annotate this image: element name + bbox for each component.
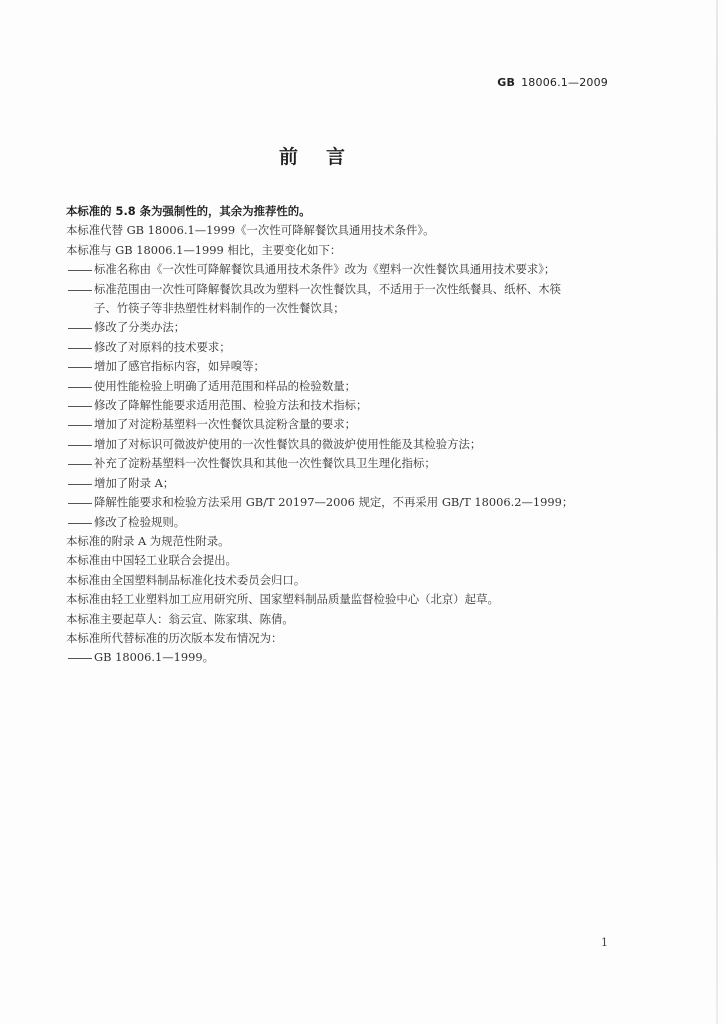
change-item xyxy=(66,435,626,454)
history-item xyxy=(66,648,626,667)
change-item xyxy=(66,396,626,415)
change-item xyxy=(66,493,626,512)
history-item-text: GB 18006.1—1999。 xyxy=(94,650,214,665)
em-dash-marker xyxy=(66,474,94,493)
change-item-continuation: 子、竹筷子等非热塑性材料制作的一次性餐饮具； xyxy=(94,301,345,316)
committee-paragraph: 本标准由全国塑料制品标准化技术委员会归口。 xyxy=(66,572,306,587)
change-item-text: 使用性能检验上明确了适用范围和样品的检验数量； xyxy=(94,378,356,393)
change-item-text: 增加了附录 A； xyxy=(94,475,175,490)
change-item-text: 增加了感官指标内容，如异嗅等； xyxy=(94,359,265,374)
replacement-paragraph: 本标准代替 GB 18006.1—1999《一次性可降解餐饮具通用技术条件》。 xyxy=(66,223,435,238)
em-dash-marker xyxy=(66,338,94,357)
change-item-text: 增加了对淀粉基塑料一次性餐饮具淀粉含量的要求； xyxy=(94,417,356,432)
em-dash-marker xyxy=(66,454,94,473)
em-dash-marker xyxy=(66,415,94,434)
change-item xyxy=(66,377,626,396)
standard-prefix: GB xyxy=(497,76,516,89)
history-intro-paragraph: 本标准所代替标准的历次版本发布情况为： xyxy=(66,630,283,645)
mandatory-clause-paragraph: 本标准的 5.8 条为强制性的，其余为推荐性的。 xyxy=(66,204,311,218)
em-dash-marker xyxy=(66,377,94,396)
standard-code-header xyxy=(497,76,608,89)
standard-number: 18006.1—2009 xyxy=(521,76,608,89)
em-dash-marker xyxy=(66,260,94,279)
change-item xyxy=(66,280,626,299)
proposer-paragraph: 本标准由中国轻工业联合会提出。 xyxy=(66,553,237,568)
change-item-text: 标准名称由《一次性可降解餐饮具通用技术条件》改为《塑料一次性餐饮具通用技术要求》； xyxy=(94,262,556,277)
page-number: 1 xyxy=(601,936,608,949)
change-item xyxy=(66,338,626,357)
page-title: 前言 xyxy=(278,146,373,168)
change-item-text: 修改了分类办法； xyxy=(94,320,186,335)
change-item xyxy=(66,357,626,376)
em-dash-marker xyxy=(66,357,94,376)
annex-note-paragraph: 本标准的附录 A 为规范性附录。 xyxy=(66,533,230,548)
em-dash-marker xyxy=(66,396,94,415)
change-item xyxy=(66,415,626,434)
change-item xyxy=(66,318,626,337)
change-item-text: 修改了对原料的技术要求； xyxy=(94,339,231,354)
change-item xyxy=(66,260,626,279)
em-dash-marker xyxy=(66,648,94,667)
change-item-text: 降解性能要求和检验方法采用 GB/T 20197—2006 规定，不再采用 GB/T 18006.2—1999； xyxy=(94,495,574,510)
scan-edge-shadow xyxy=(716,0,718,1024)
change-item-text: 增加了对标识可微波炉使用的一次性餐饮具的微波炉使用性能及其检验方法； xyxy=(94,436,482,451)
em-dash-marker xyxy=(66,513,94,532)
change-item xyxy=(66,474,626,493)
em-dash-marker xyxy=(66,435,94,454)
em-dash-marker xyxy=(66,280,94,299)
changes-intro-paragraph: 本标准与 GB 18006.1—1999 相比，主要变化如下： xyxy=(66,242,342,257)
change-item-text: 标准范围由一次性可降解餐饮具改为塑料一次性餐饮具，不适用于一次性纸餐具、纸杯、木筷 xyxy=(94,281,562,296)
drafters-paragraph: 本标准主要起草人：翁云宣、陈家琪、陈倩。 xyxy=(66,611,294,626)
drafting-org-paragraph: 本标准由轻工业塑料加工应用研究所、国家塑料制品质量监督检验中心（北京）起草。 xyxy=(66,592,499,607)
em-dash-marker xyxy=(66,318,94,337)
change-item xyxy=(66,513,626,532)
change-item-text: 修改了检验规则。 xyxy=(94,514,186,529)
change-item-text: 补充了淀粉基塑料一次性餐饮具和其他一次性餐饮具卫生理化指标； xyxy=(94,456,436,471)
change-item-text: 修改了降解性能要求适用范围、检验方法和技术指标； xyxy=(94,398,368,413)
foreword-body xyxy=(66,202,626,668)
em-dash-marker xyxy=(66,493,94,512)
change-item xyxy=(66,454,626,473)
